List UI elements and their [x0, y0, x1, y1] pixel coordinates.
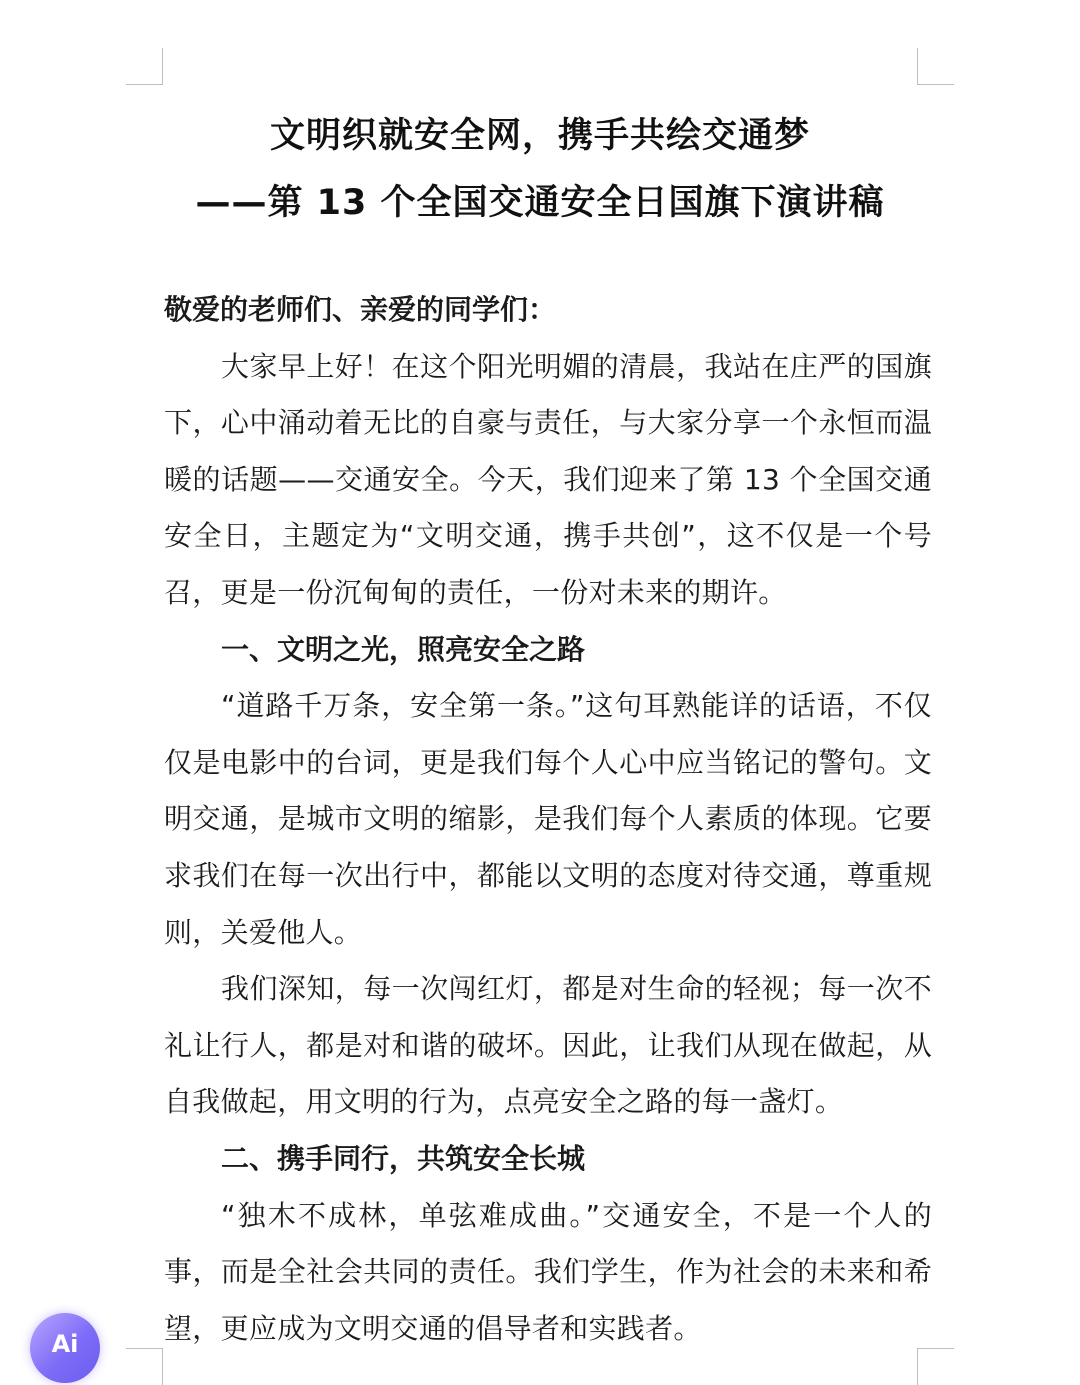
paragraph-section2-a: “独木不成林，单弦难成曲。”交通安全，不是一个人的事，而是全社会共同的责任。我们学生，作为社会的未来和希望，更应成为文明交通的倡导者和实践者。: [164, 1198, 932, 1345]
salutation: 敬爱的老师们、亲爱的同学们：: [164, 293, 557, 326]
page-corner-mark-top-left: [126, 48, 163, 85]
document-title: 文明织就安全网，携手共绘交通梦: [269, 116, 810, 156]
section-heading-1: 一、文明之光，照亮安全之路: [221, 632, 586, 666]
section-heading-2: 二、携手同行，共筑安全长城: [221, 1141, 586, 1175]
paragraph-section1-b: 我们深知，每一次闯红灯，都是对生命的轻视；每一次不礼让行人，都是对和谐的破坏。因此，让我们从现在做起，从自我做起，用文明的行为，点亮安全之路的每一盏灯。: [164, 972, 932, 1119]
ai-assistant-button[interactable]: [30, 1313, 100, 1383]
page-corner-mark-top-right: [917, 48, 954, 85]
paragraph-intro: 大家早上好！在这个阳光明媚的清晨，我站在庄严的国旗下，心中涌动着无比的自豪与责任，与大家分享一个永恒而温暖的话题——交通安全。今天，我们迎来了第 13 个全国交通安全日，主题定为“文明交通，携手共创”，这不仅是一个号召，更是一份沉甸甸的责任，一份对未来的期许。: [164, 349, 932, 609]
document-body: [164, 282, 932, 1357]
ai-badge-label: Ai: [51, 1330, 79, 1358]
paragraph-section1-a: “道路千万条，安全第一条。”这句耳熟能详的话语，不仅仅是电影中的台词，更是我们每个人心中应当铭记的警句。文明交通，是城市文明的缩影，是我们每个人素质的体现。它要求我们在每一次出行中，都能以文明的态度对待交通，尊重规则，关爱他人。: [164, 689, 932, 949]
document-subtitle: ——第 13 个全国交通安全日国旗下演讲稿: [195, 183, 885, 223]
